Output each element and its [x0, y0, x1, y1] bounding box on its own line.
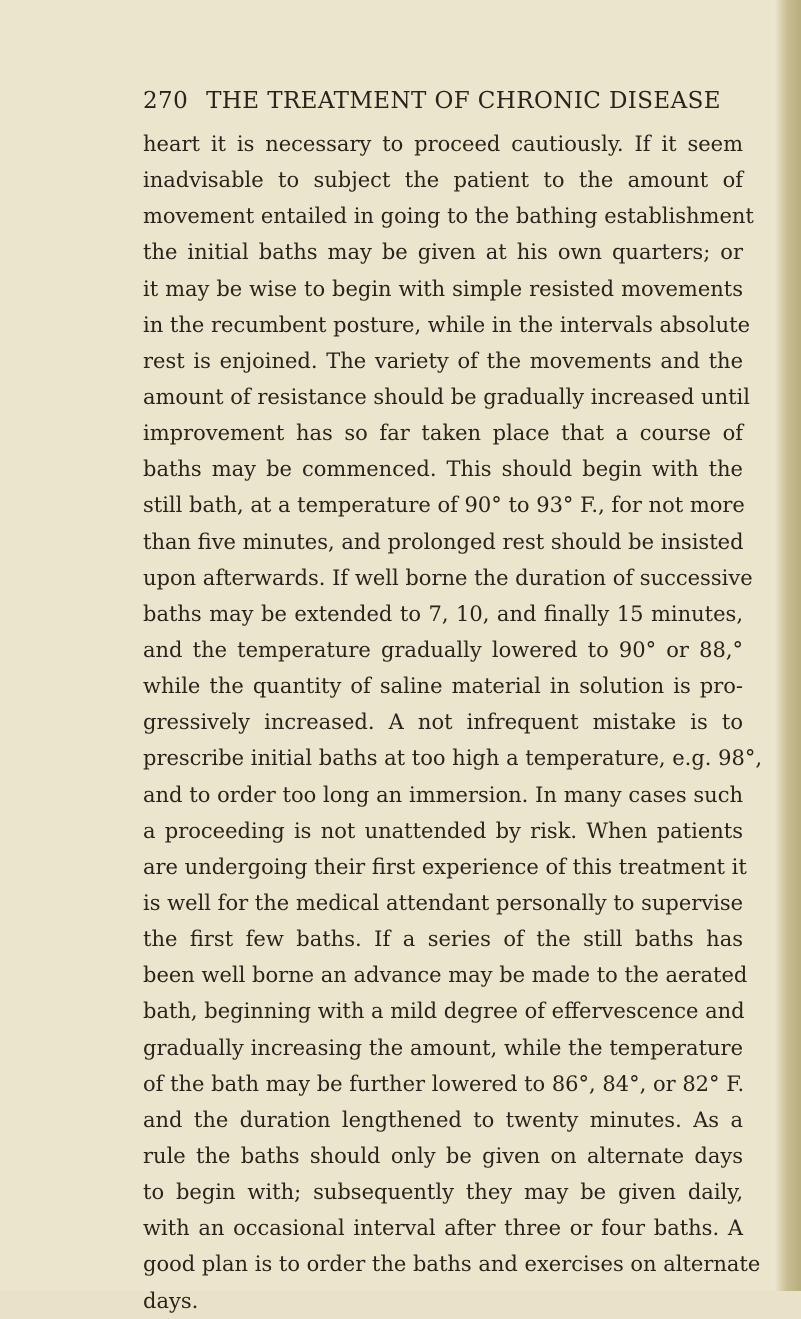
text-line: amount of resistance should be gradually increased until	[143, 384, 750, 409]
text-line-last: days.	[143, 1288, 199, 1313]
text-line: been well borne an advance may be made to the aerated	[143, 963, 748, 988]
text-line: are undergoing their first experience of this treatment it	[143, 854, 747, 879]
text-line: with an occasional interval after three or four baths. A	[143, 1216, 743, 1241]
running-title: THE TREATMENT OF CHRONIC DISEASE	[206, 88, 721, 114]
text-line: rest is enjoined. The variety of the movements and the	[143, 348, 743, 373]
text-line: of the bath may be further lowered to 86°, 84°, or 82° F.	[143, 1071, 745, 1096]
text-line: gressively increased. A not infrequent mistake is to	[143, 710, 743, 735]
text-line: upon afterwards. If well borne the duration of successive	[143, 565, 753, 590]
body-text	[143, 126, 763, 1319]
text-line: good plan is to order the baths and exercises on alternate	[143, 1252, 761, 1277]
text-line: baths may be extended to 7, 10, and finally 15 minutes,	[143, 601, 743, 626]
text-line: prescribe initial baths at too high a temperature, e.g. 98°,	[143, 746, 763, 771]
page-edge-shadow	[775, 0, 801, 1291]
running-head	[143, 88, 721, 114]
text-line: than five minutes, and prolonged rest should be insisted	[143, 529, 744, 554]
text-line: in the recumbent posture, while in the intervals absolute	[143, 312, 751, 337]
text-line: and the duration lengthened to twenty minutes. As a	[143, 1107, 743, 1132]
text-line: and the temperature gradually lowered to 90° or 88,°	[143, 637, 743, 662]
text-line: movement entailed in going to the bathing establishment	[143, 204, 754, 229]
text-line: still bath, at a temperature of 90° to 93° F., for not more	[143, 493, 745, 518]
text-line: bath, beginning with a mild degree of effervescence and	[143, 999, 745, 1024]
text-line: and to order too long an immersion. In many cases such	[143, 782, 743, 807]
text-line: inadvisable to subject the patient to the amount of	[143, 168, 743, 193]
text-line: rule the baths should only be given on alternate days	[143, 1143, 743, 1168]
text-line: it may be wise to begin with simple resisted movements	[143, 276, 743, 301]
text-line: baths may be commenced. This should begin with the	[143, 457, 743, 482]
text-line: a proceeding is not unattended by risk. When patients	[143, 818, 743, 843]
text-line: is well for the medical attendant personally to supervise	[143, 890, 744, 915]
text-line: the first few baths. If a series of the still baths has	[143, 927, 743, 952]
text-line: gradually increasing the amount, while the temperature	[143, 1035, 743, 1060]
text-line: the initial baths may be given at his own quarters; or	[143, 240, 743, 265]
text-line: improvement has so far taken place that a course of	[143, 421, 743, 446]
text-line: heart it is necessary to proceed cautiously. If it seem	[143, 132, 743, 156]
text-line: to begin with; subsequently they may be given daily,	[143, 1180, 743, 1205]
text-line: while the quantity of saline material in solution is pro-	[143, 674, 743, 699]
page-number: 270	[143, 88, 189, 114]
